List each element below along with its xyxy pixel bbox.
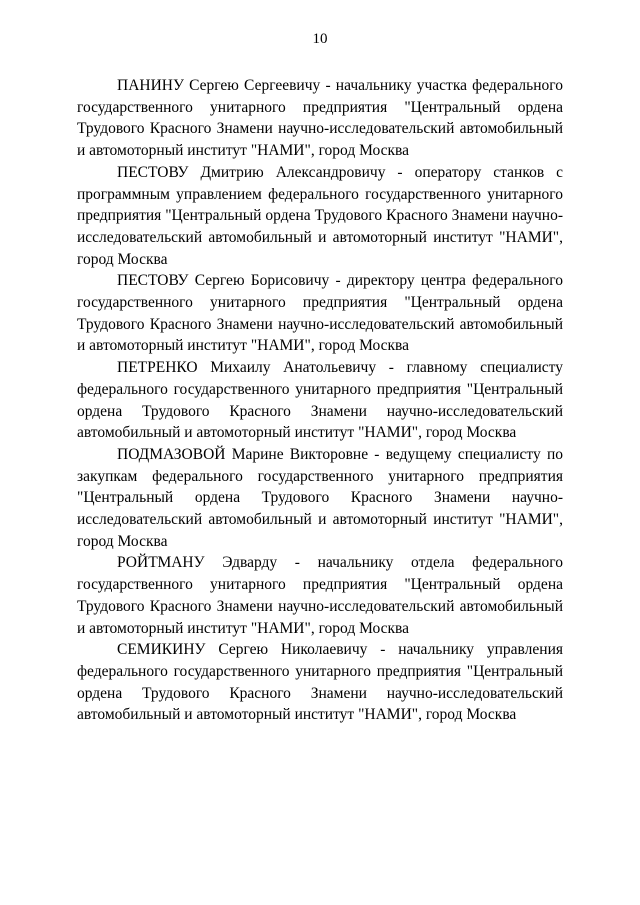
award-entry-pestov-sergey: ПЕСТОВУ Сергею Борисовичу - директору центра федерального государственного унитарного предприятия "Центральный ордена Трудового Красного Знамени научно-исследовательский автомобильный и автомоторный институт "НАМИ", город Москва xyxy=(77,272,563,355)
page-number: 10 xyxy=(312,31,328,47)
award-entry-petrenko: ПЕТРЕНКО Михаилу Анатольевичу - главному специалисту федерального государственного унитарного предприятия "Центральный ордена Трудового Красного Знамени научно-исследовательский автомобильный и автомоторный институт "НАМИ", город Москва xyxy=(77,359,563,442)
award-entry-semikin: СЕМИКИНУ Сергею Николаевичу - начальнику управления федерального государственного унитарного предприятия "Центральный ордена Трудового Красного Знамени научно-исследовательский автомобильный и автомоторный институт "НАМИ", город Москва xyxy=(77,641,563,724)
award-list xyxy=(77,75,563,726)
award-entry-podmazova: ПОДМАЗОВОЙ Марине Викторовне - ведущему специалисту по закупкам федерального государственного унитарного предприятия "Центральный ордена Трудового Красного Знамени научно-исследовательский автомобильный и автомоторный институт "НАМИ", город Москва xyxy=(77,445,563,550)
award-entry-roitman: РОЙТМАНУ Эдварду - начальнику отдела федерального государственного унитарного предприятия "Центральный ордена Трудового Красного Знамени научно-исследовательский автомобильный и автомоторный институт "НАМИ", город Москва xyxy=(77,554,563,637)
award-entry-pestov-dmitry: ПЕСТОВУ Дмитрию Александровичу - оператору станков с программным управлением федерального государственного унитарного предприятия "Центральный ордена Трудового Красного Знамени научно-исследовательский автомобильный и автомоторный институт "НАМИ", город Москва xyxy=(77,163,563,268)
award-entry-panin: ПАНИНУ Сергею Сергеевичу - начальнику участка федерального государственного унитарного предприятия "Центральный ордена Трудового Красного Знамени научно-исследовательский автомобильный и автомоторный институт "НАМИ", город Москва xyxy=(77,77,563,160)
